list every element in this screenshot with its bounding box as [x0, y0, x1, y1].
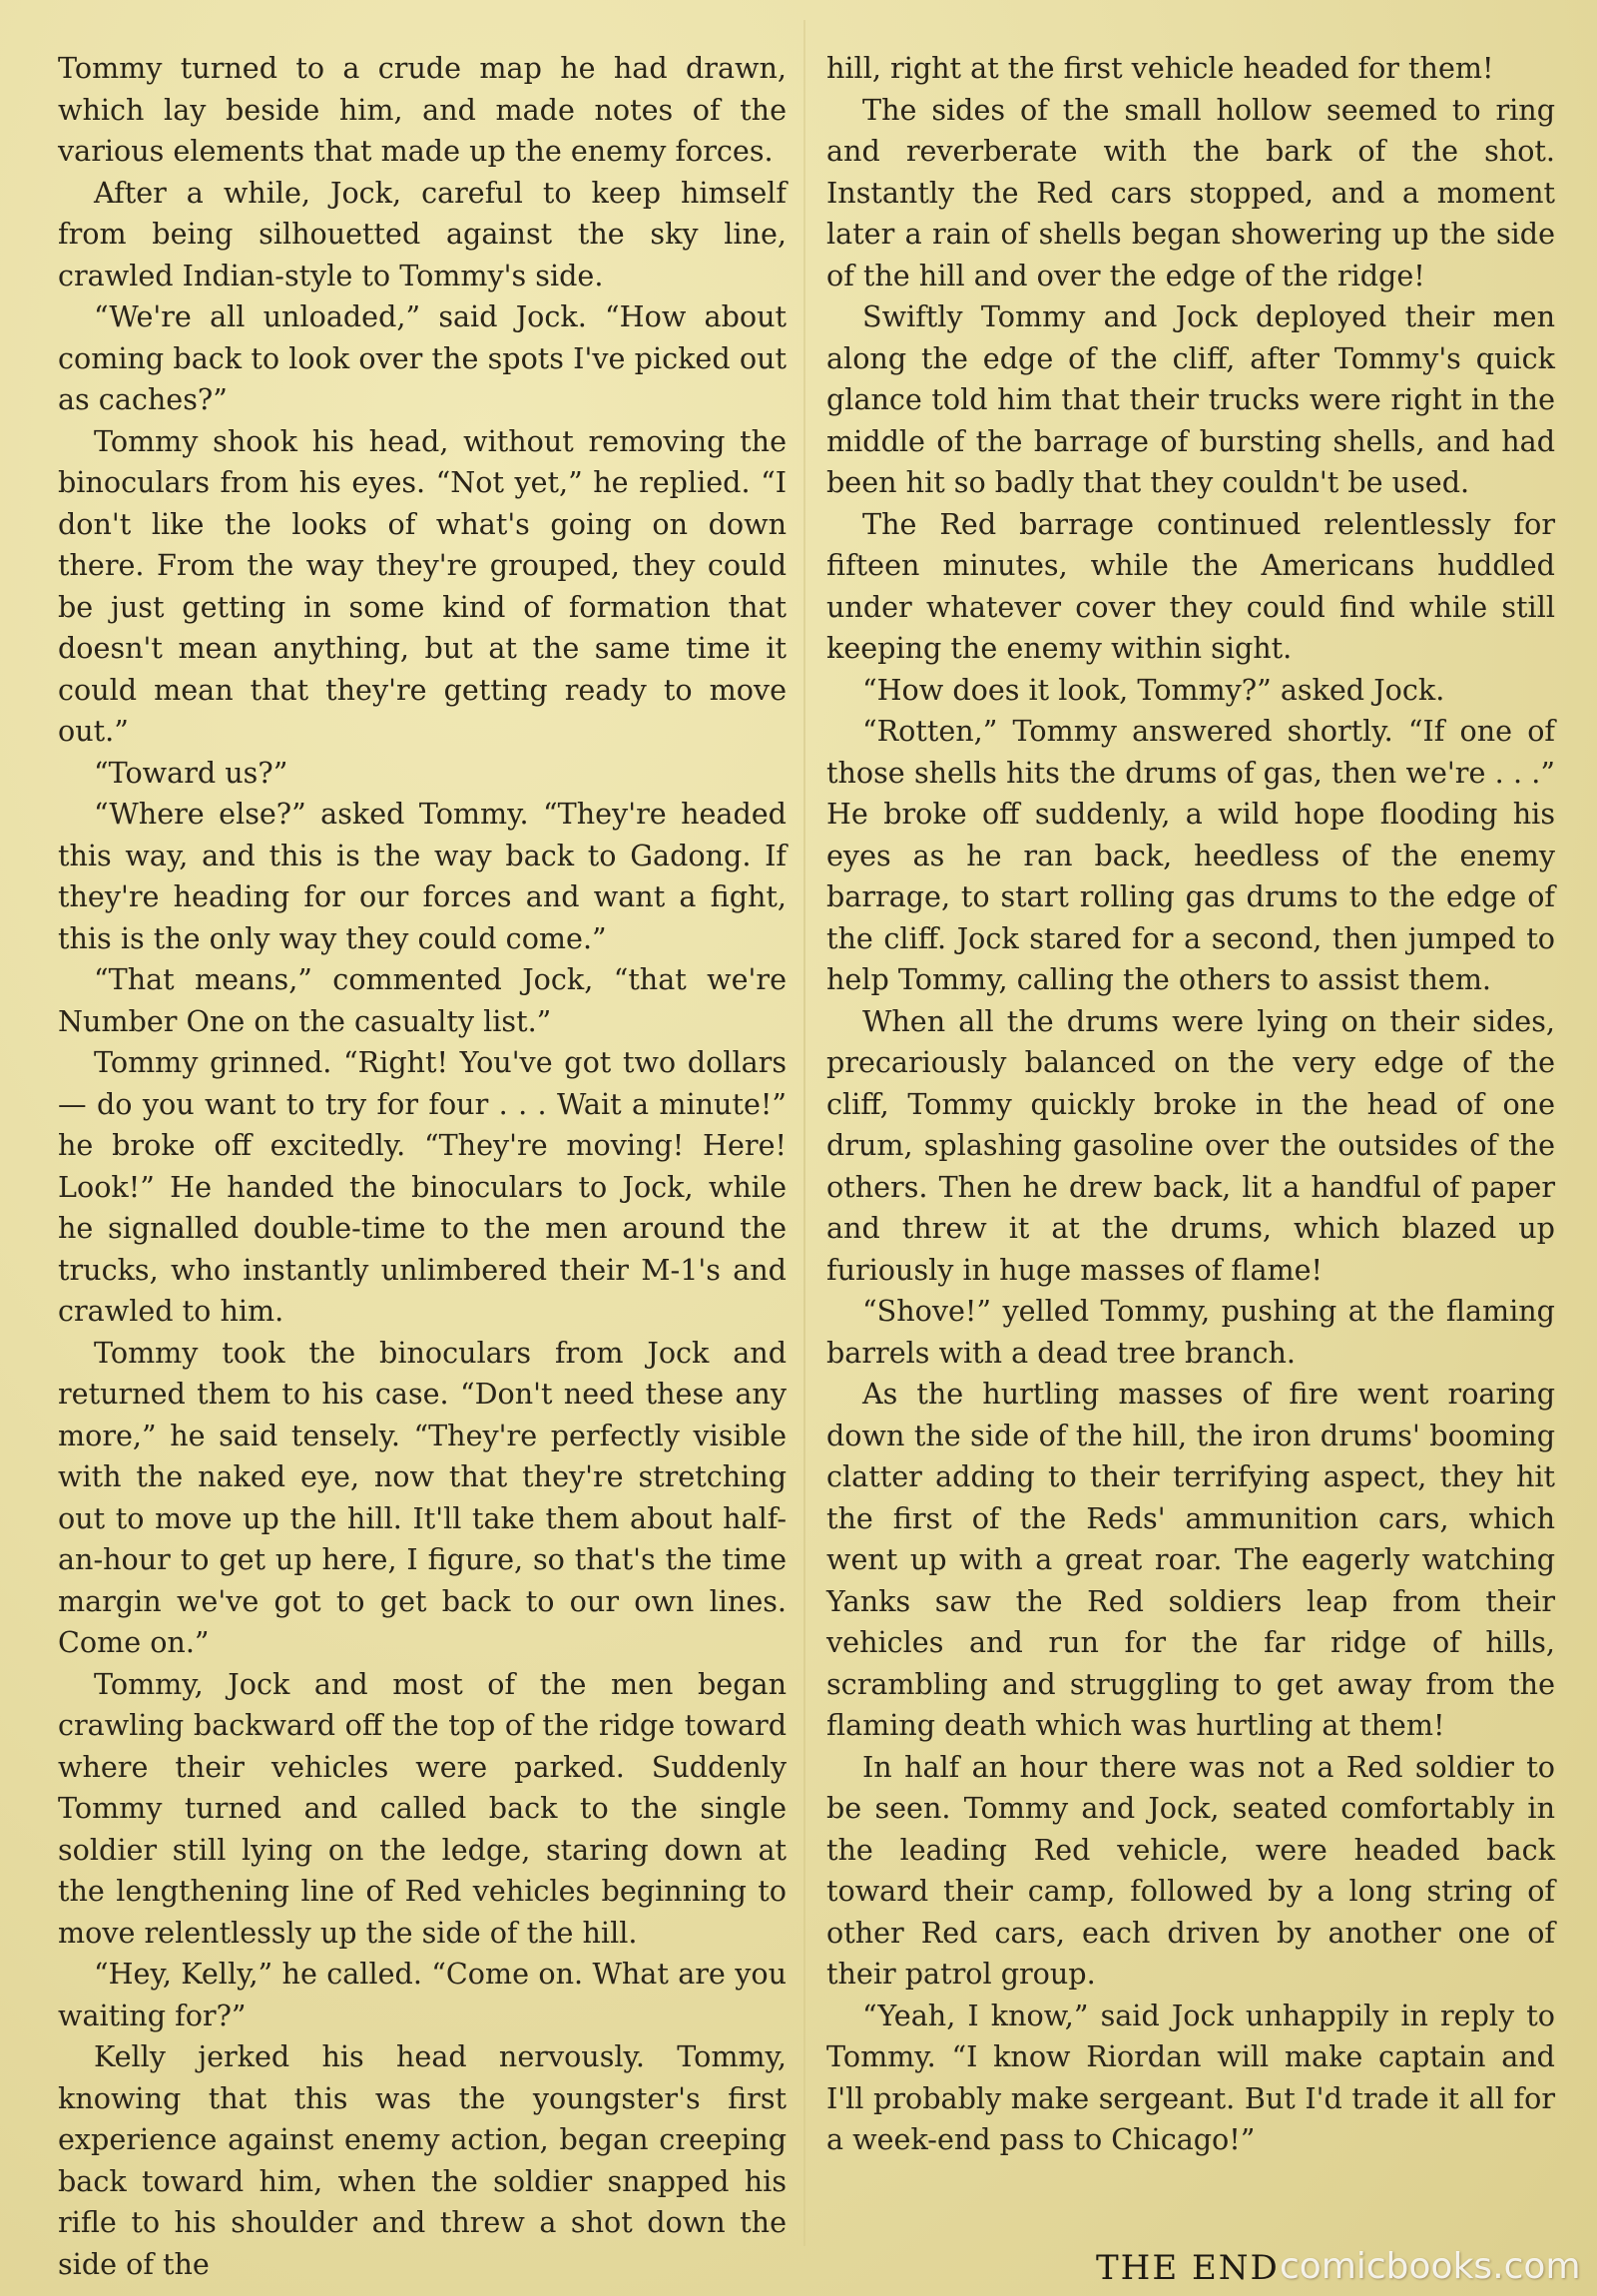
paragraph: “Rotten,” Tommy answered shortly. “If one of those shells hits the drums of gas, then we're . . .” He broke off suddenly, a wild hope flooding his eyes as he ran back, heedless of the enemy barrage, to start rolling gas drums to the edge of the cliff. Jock stared for a second, then jumped to help Tommy, calling the others to assist them.: [826, 714, 1555, 996]
paragraph: “Shove!” yelled Tommy, pushing at the flaming barrels with a dead tree branch.: [826, 1294, 1555, 1370]
paragraph: “Where else?” asked Tommy. “They're headed this way, and this is the way back to Gadong. If they're heading for our forces and want a fight, this is the only way they could come.”: [58, 797, 787, 955]
paragraph: hill, right at the first vehicle headed for them!: [826, 51, 1494, 85]
paragraph: Kelly jerked his head nervously. Tommy, knowing that this was the youngster's first experience against enemy action, began creeping back toward him, when the soldier snapped his rifle to his shoulder and threw a shot down the side of the: [58, 2039, 787, 2281]
paragraph: As the hurtling masses of fire went roaring down the side of the hill, the iron drums' booming clatter adding to their terrifying aspect, they hit the first of the Reds' ammunition cars, which went up with a great roar. The eagerly watching Yanks saw the Red soldiers leap from their vehicles and run for the far ridge of hills, scrambling and struggling to get away from the flaming death which was hurtling at them!: [826, 1377, 1555, 1742]
paragraph: “How does it look, Tommy?” asked Jock.: [862, 672, 1445, 707]
column-divider: [803, 20, 805, 2246]
paragraph: “Yeah, I know,” said Jock unhappily in reply to Tommy. “I know Riordan will make captain and I'll probably make sergeant. But I'd trade it all for a week-end pass to Chicago!”: [826, 1998, 1555, 2156]
paragraph: The Red barrage continued relentlessly for fifteen minutes, while the Americans huddled under whatever cover they could find while still keeping the enemy within sight.: [826, 506, 1555, 665]
paragraph: Tommy took the binoculars from Jock and returned them to his case. “Don't need these any more,” he said tensely. “They're perfectly visible with the naked eye, now that they're stretching out to move up the hill. It'll take them about half-an-hour to get up here, I figure, so that's the time margin we've got to get back to our own lines. Come on.”: [58, 1335, 787, 1659]
paragraph: Tommy, Jock and most of the men began crawling backward off the top of the ridge toward where their vehicles were parked. Suddenly Tommy turned and called back to the single soldier still lying on the ledge, staring down at the lengthening line of Red vehicles beginning to move relentlessly up the side of the hill.: [58, 1666, 787, 1950]
paragraph: Tommy shook his head, without removing the binoculars from his eyes. “Not yet,” he replied. “I don't like the looks of what's going on down there. From the way they're grouped, they could be just getting in some kind of formation that doesn't mean anything, but at the same time it could mean that they're getting ready to move out.”: [58, 423, 787, 748]
right-text-column: [826, 48, 1555, 2161]
the-end-label: THE END: [1096, 2248, 1280, 2288]
paragraph: Tommy grinned. “Right! You've got two dollars — do you want to try for four . . . Wait a minute!” he broke off excitedly. “They're moving! Here! Look!” He handed the binoculars to Jock, while he signalled double-time to the men around the trucks, who instantly unlimbered their M-1's and crawled to him.: [58, 1045, 787, 1328]
site-watermark: comicbooks.com: [1280, 2246, 1581, 2287]
paragraph: The sides of the small hollow seemed to ring and reverberate with the bark of the shot. Instantly the Red cars stopped, and a moment later a rain of shells began showering up the side of the hill and over the edge of the ridge!: [826, 92, 1555, 292]
paragraph: When all the drums were lying on their sides, precariously balanced on the very edge of the cliff, Tommy quickly broke in the head of one drum, splashing gasoline over the outsides of the others. Then he drew back, lit a handful of paper and threw it at the drums, which blazed up furiously in huge masses of flame!: [826, 1003, 1555, 1287]
paragraph: “Toward us?”: [94, 755, 288, 790]
paragraph: “Hey, Kelly,” he called. “Come on. What are you waiting for?”: [58, 1957, 787, 2032]
paragraph: Swiftly Tommy and Jock deployed their men along the edge of the cliff, after Tommy's quick glance told him that their trucks were right in the middle of the barrage of bursting shells, and had been hit so badly that they couldn't be used.: [826, 299, 1555, 499]
paragraph: “That means,” commented Jock, “that we're Number One on the casualty list.”: [58, 962, 787, 1038]
paragraph: “We're all unloaded,” said Jock. “How about coming back to look over the spots I've picked out as caches?”: [58, 299, 787, 416]
paragraph: After a while, Jock, careful to keep himself from being silhouetted against the sky line, crawled Indian-style to Tommy's side.: [58, 175, 787, 292]
left-text-column: [58, 48, 787, 2285]
paragraph: In half an hour there was not a Red soldier to be seen. Tommy and Jock, seated comfortably in the leading Red vehicle, were headed back toward their camp, followed by a long string of other Red cars, each driven by another one of their patrol group.: [826, 1749, 1555, 1991]
paragraph: Tommy turned to a crude map he had drawn, which lay beside him, and made notes of the various elements that made up the enemy forces.: [58, 51, 787, 168]
